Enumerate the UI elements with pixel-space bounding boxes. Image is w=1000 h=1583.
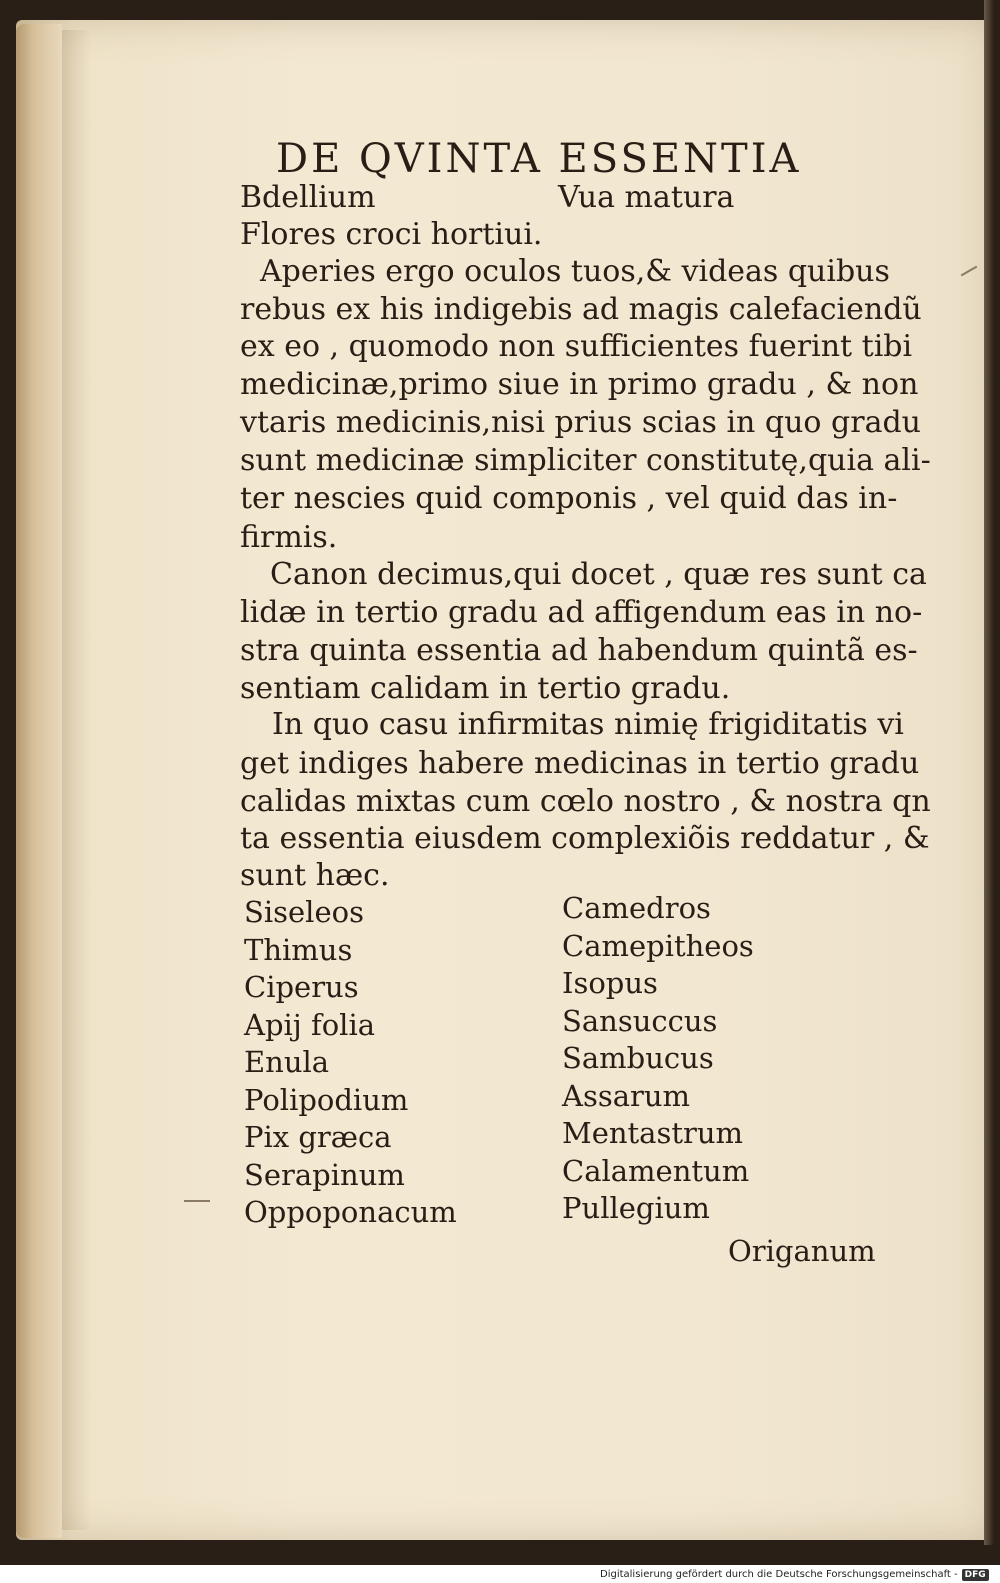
text-line: vtaris medicinis,nisi prius scias in quo gradu [240,405,921,440]
list-item: Sansuccus [562,1003,718,1038]
text-line: In quo casu infirmitas nimię frigiditatis vi [272,707,904,742]
text-line: rebus ex his indigebis ad magis calefaciendũ [240,292,922,327]
text-line: lidæ in tertio gradu ad affigendum eas in no- [240,595,923,630]
text-line: firmis. [240,520,338,555]
list-item: Apij folia [244,1007,376,1042]
list-item: Mentastrum [562,1116,744,1150]
intro-left: Bdellium [240,180,376,215]
list-item: Calamentum [562,1153,750,1188]
page-edge [16,24,62,1538]
book-spine-edge [984,0,994,1545]
text-line: medicinæ,primo siue in primo gradu , & non [240,367,919,402]
dfg-logo: DFG [962,1569,989,1581]
list-item: Siseleos [244,895,364,929]
text-line: ex eo , quomodo non sufficientes fuerint tibi [240,329,913,364]
list-item: Oppoponacum [244,1195,457,1229]
list-item: Camepitheos [562,928,754,963]
text-line: ter nescies quid componis , vel quid das in- [240,481,898,516]
list-item: Thimus [244,932,353,967]
text-line: Canon decimus,qui docet , quæ res sunt ca [270,557,927,592]
text-line: sentiam calidam in tertio gradu. [240,671,731,706]
text-line: get indiges habere medicinas in tertio gradu [240,746,920,781]
text-line: sunt hæc. [240,858,390,893]
list-item: Camedros [562,891,711,925]
list-item: Enula [244,1045,330,1079]
margin-mark [184,1200,210,1202]
digitization-footer [600,1566,1000,1583]
list-item: Ciperus [244,970,359,1004]
text-line: ta essentia eiusdem complexiõis reddatur , & [240,821,930,856]
list-item: Isopus [562,966,658,1000]
text-line: Aperies ergo oculos tuos,& videas quibus [260,254,890,289]
text-line: Flores croci hortiui. [240,217,543,252]
text-line: calidas mixtas cum cœlo nostro , & nostra qn [240,784,931,819]
footer-credit: Digitalisierung gefördert durch die Deutsche Forschungsgemeinschaft - [600,1569,958,1580]
intro-right: Vua matura [558,180,735,215]
list-item: Polipodium [244,1082,409,1117]
page-gutter-shadow [62,30,92,1530]
list-item: Sambucus [562,1041,714,1075]
list-item: Assarum [562,1078,691,1113]
page-title: DE QVINTA ESSENTIA [276,136,802,182]
text-line: sunt medicinæ simpliciter constitutę,quia ali- [240,443,931,478]
list-item: Serapinum [244,1157,405,1192]
list-item: Pullegium [562,1191,710,1225]
list-item: Pix græca [244,1120,392,1154]
text-line: stra quinta essentia ad habendum quintã es- [240,633,918,668]
last-ingredient: Origanum [728,1234,876,1268]
